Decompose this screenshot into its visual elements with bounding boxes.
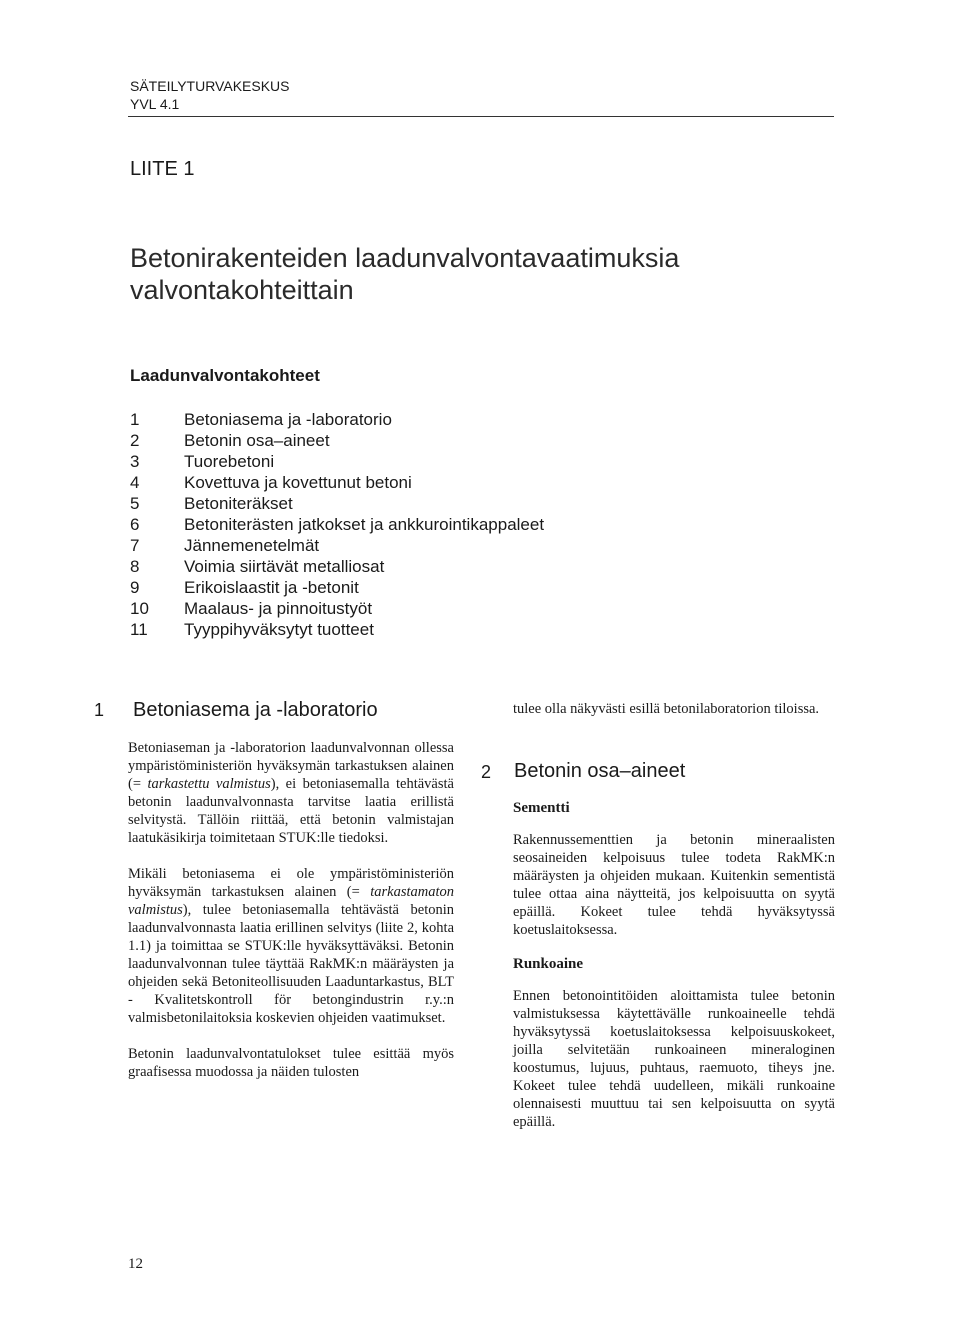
page-number: 12 (128, 1256, 143, 1272)
toc-item (126, 619, 544, 640)
toc-item (126, 577, 544, 598)
toc-item-number: 3 (130, 452, 140, 471)
sementti-paragraph: Rakennussementtien ja betonin mineraalisten seosaineiden kelpoisuus tulee todeta RakMK:n määräysten ja ohjeiden mukaan. Kuitenkin sementistä tulee ottaa aina näytteitä, jos kelpoisuutta on syytä epäillä. Kokeet tulee tehdä hyväksytyssä koetuslaitoksessa. (513, 832, 835, 938)
section1-paragraph-2: Mikäli betoniasema ei ole ympäristöministeriön hyväksymän tarkastuksen alainen (= tarkastamaton valmistus), tulee betoniasemalla tehtävästä betonin laadunvalvonnasta laatia erillinen selvitys (liite 2, kohta 1.1) ja toimittaa se STUK:lle hyväksyttäväksi. Betonin laadunvalvonnan tulee täyttää RakMK:n määräysten ja ohjeiden sekä Betoniteollisuuden Laaduntarkastus, BLT - Kvalitetskontroll för betongindustrin r.y.:n valmisbetonilaitoksia koskevien ohjeiden vaatimukset. (128, 866, 454, 1026)
toc-item-number: 10 (130, 599, 149, 618)
toc-item-number: 1 (130, 410, 140, 429)
toc-heading: Laadunvalvontakohteet (130, 366, 320, 385)
toc-item-label: Tuorebetoni (184, 452, 275, 471)
header-code: YVL 4.1 (130, 96, 180, 112)
toc-item-label: Erikoislaastit ja -betonit (184, 578, 359, 597)
toc-item (126, 409, 544, 430)
toc-item-label: Jännemenetelmät (184, 536, 320, 555)
left-column (128, 739, 454, 1099)
page-title: Betonirakenteiden laadunvalvontavaatimuksia valvontakohteittain (130, 243, 680, 305)
toc-item-number: 5 (130, 494, 140, 513)
toc-item-label: Voimia siirtävät metalliosat (184, 557, 385, 576)
toc-list (126, 409, 544, 640)
toc-item-number: 9 (130, 578, 140, 597)
toc-item-label: Tyyppihyväksytyt tuotteet (184, 620, 374, 639)
toc-item (126, 472, 544, 493)
toc-item (126, 535, 544, 556)
toc-item (126, 451, 544, 472)
section1-paragraph-3: Betonin laadunvalvontatulokset tulee esittää myös graafisessa muodossa ja näiden tulosten (128, 1046, 454, 1080)
toc-item-number: 11 (130, 620, 148, 639)
toc-item-label: Betoniteräkset (184, 494, 293, 513)
section2-number: 2 (481, 762, 492, 782)
toc-item (126, 430, 544, 451)
header-org: SÄTEILYTURVAKESKUS (130, 78, 290, 94)
subheading-sementti: Sementti (513, 800, 570, 816)
toc-item-label: Kovettuva ja kovettunut betoni (184, 473, 412, 492)
toc-item-number: 4 (130, 473, 140, 492)
section1-title: Betoniasema ja -laboratorio (133, 699, 378, 721)
toc-item (126, 598, 544, 619)
toc-item-number: 2 (130, 431, 140, 450)
right-column (513, 799, 835, 1147)
appendix-label: LIITE 1 (130, 158, 195, 180)
subheading-runkoaine: Runkoaine (513, 956, 584, 972)
toc-item (126, 493, 544, 514)
runkoaine-paragraph: Ennen betonointitöiden aloittamista tulee betonin valmistuksessa käytettävälle runkoaineelle tehdä hyväksytyssä koetuslaitoksessa kelpoisuuskokeet, joilla selvitetään runkoaineen mineraloginen koostumus, lujuus, puhtaus, raemuoto, tiheys jne. Kokeet tulee tehdä uudelleen, mikäli runkoaine olennaisesti muuttuu tai sen kelpoisuutta on syytä epäillä. (513, 988, 835, 1130)
toc-item-number: 8 (130, 557, 140, 576)
toc-item-label: Betonin osa–aineet (184, 431, 330, 450)
toc-item (126, 514, 544, 535)
header-rule (128, 116, 834, 117)
toc-item-number: 7 (130, 536, 140, 555)
toc-item-label: Betoniterästen jatkokset ja ankkurointikappaleet (184, 515, 545, 534)
toc-item-label: Betoniasema ja -laboratorio (184, 410, 392, 429)
page-header (130, 77, 290, 113)
section2-title: Betonin osa–aineet (514, 760, 686, 782)
toc-item (126, 556, 544, 577)
section1-paragraph-1: Betoniaseman ja -laboratorion laadunvalvonnan ollessa ympäristöministeriön hyväksymän tarkastuksen alainen (= tarkastettu valmistus), ei betoniasemalla tehtävästä betonin laadunvalvonnasta tarvitse laatia erillistä selvitystä. Tällöin riittää, että betonin valmistajan laatukäsikirja toimitetaan STUK:lle tiedoksi. (128, 740, 454, 846)
section1-number: 1 (94, 700, 105, 720)
section1-paragraph-3-continued: tulee olla näkyvästi esillä betonilaboratorion tiloissa. (513, 701, 820, 717)
toc-item-number: 6 (130, 515, 140, 534)
toc-item-label: Maalaus- ja pinnoitustyöt (184, 599, 373, 618)
